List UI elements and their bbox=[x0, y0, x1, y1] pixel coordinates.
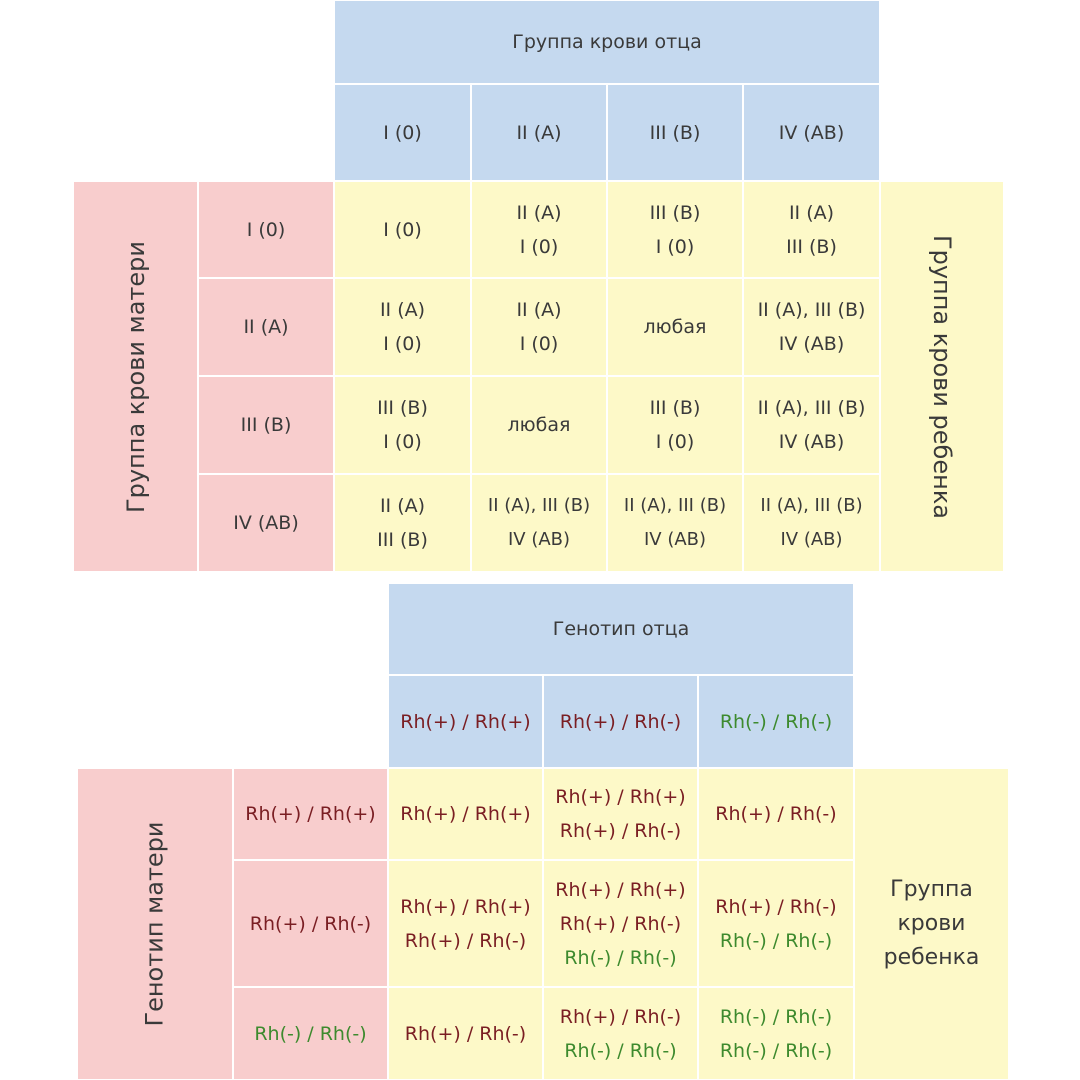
result-line: любая bbox=[507, 414, 571, 436]
result-line: III (B) bbox=[786, 235, 837, 258]
blood-result-cell bbox=[607, 474, 743, 572]
mother-genotype-row-2 bbox=[233, 860, 388, 987]
row-label: Rh(+) / Rh(+) bbox=[245, 803, 376, 825]
blood-result-cell bbox=[607, 181, 743, 278]
blood-result-cell bbox=[743, 181, 880, 278]
result-line: Rh(+) / Rh(+) bbox=[555, 786, 686, 808]
result-line: Rh(+) / Rh(-) bbox=[559, 820, 682, 842]
result-line: Rh(-) / Rh(-) bbox=[719, 1005, 833, 1028]
col-label: I (0) bbox=[383, 121, 422, 144]
result-line: IV (AB) bbox=[507, 529, 571, 550]
result-line: II (A) bbox=[788, 201, 835, 224]
row-label: III (B) bbox=[240, 414, 292, 436]
result-line: Rh(+) / Rh(-) bbox=[404, 1022, 527, 1045]
result-line: III (B) bbox=[649, 201, 701, 224]
col-label: IV (AB) bbox=[778, 121, 845, 144]
result-line: IV (AB) bbox=[643, 529, 707, 550]
col-label: II (A) bbox=[516, 121, 562, 144]
row-label: II (A) bbox=[243, 316, 289, 338]
result-line: Rh(+) / Rh(-) bbox=[559, 912, 682, 935]
result-line: I (0) bbox=[655, 235, 695, 258]
col-label: III (B) bbox=[649, 121, 701, 144]
rh-result-cell bbox=[543, 987, 698, 1080]
result-line: I (0) bbox=[519, 333, 559, 355]
child-rh-header bbox=[854, 768, 1009, 1080]
rh-result-cell bbox=[388, 987, 543, 1080]
rh-result-cell bbox=[388, 768, 543, 860]
result-line: II (A) bbox=[379, 495, 426, 517]
rh-result-cell bbox=[698, 768, 854, 860]
result-line: II (A) bbox=[516, 201, 562, 224]
col-label: Rh(+) / Rh(-) bbox=[559, 710, 682, 733]
blood-result-cell bbox=[334, 376, 471, 474]
mother-group-row-4 bbox=[198, 474, 334, 572]
father-group-col-3 bbox=[607, 84, 743, 181]
blood-result-cell bbox=[743, 278, 880, 376]
result-line: любая bbox=[643, 316, 707, 338]
child-rh-title-line: Группа bbox=[890, 877, 973, 902]
result-line: II (A), III (B) bbox=[757, 397, 866, 419]
blood-result-cell bbox=[743, 376, 880, 474]
mother-blood-group-header bbox=[73, 181, 198, 572]
blood-result-cell bbox=[334, 181, 471, 278]
result-line: Rh(+) / Rh(-) bbox=[404, 929, 527, 952]
rh-result-cell bbox=[698, 860, 854, 987]
mother-group-row-2 bbox=[198, 278, 334, 376]
father-group-col-1 bbox=[334, 84, 471, 181]
col-label: Rh(+) / Rh(+) bbox=[400, 710, 531, 733]
result-line: Rh(+) / Rh(+) bbox=[400, 803, 531, 825]
rh-result-cell bbox=[543, 768, 698, 860]
result-line: Rh(+) / Rh(-) bbox=[715, 803, 837, 825]
result-line: II (A) bbox=[516, 299, 562, 321]
result-line: I (0) bbox=[519, 235, 559, 258]
result-line: Rh(-) / Rh(-) bbox=[719, 929, 833, 952]
result-line: III (B) bbox=[649, 397, 701, 419]
result-line: II (A), III (B) bbox=[757, 299, 866, 321]
blood-result-cell bbox=[471, 474, 607, 572]
result-line: Rh(+) / Rh(-) bbox=[715, 895, 837, 918]
result-line: Rh(+) / Rh(+) bbox=[400, 895, 531, 918]
blood-result-cell bbox=[743, 474, 880, 572]
child-rh-title-line: крови bbox=[897, 911, 966, 936]
result-line: III (B) bbox=[377, 529, 428, 551]
result-line: II (A), III (B) bbox=[623, 495, 727, 516]
blood-result-cell bbox=[607, 278, 743, 376]
blood-result-cell bbox=[334, 474, 471, 572]
mother-genotype-header bbox=[77, 768, 233, 1080]
result-line: Rh(-) / Rh(-) bbox=[564, 946, 677, 969]
result-line: Rh(+) / Rh(+) bbox=[555, 878, 686, 901]
result-line: I (0) bbox=[655, 431, 695, 453]
rh-result-cell bbox=[543, 860, 698, 987]
blood-result-cell bbox=[471, 181, 607, 278]
blood-result-cell bbox=[471, 278, 607, 376]
mother-genotype-title: Генотип матери bbox=[141, 821, 170, 1027]
father-blood-group-header bbox=[334, 0, 880, 84]
result-line: I (0) bbox=[383, 218, 422, 241]
blood-result-cell bbox=[334, 278, 471, 376]
result-line: III (B) bbox=[377, 397, 428, 419]
mother-group-row-1 bbox=[198, 181, 334, 278]
result-line: II (A) bbox=[379, 299, 426, 321]
row-label: IV (AB) bbox=[233, 512, 299, 534]
result-line: I (0) bbox=[383, 431, 422, 453]
result-line: I (0) bbox=[383, 333, 422, 355]
father-genotype-col-1 bbox=[388, 675, 543, 768]
father-group-col-2 bbox=[471, 84, 607, 181]
result-line: IV (AB) bbox=[780, 529, 843, 550]
father-genotype-col-2 bbox=[543, 675, 698, 768]
mother-genotype-row-3 bbox=[233, 987, 388, 1080]
father-genotype-header bbox=[388, 583, 854, 675]
result-line: IV (AB) bbox=[778, 431, 845, 453]
child-blood-group-title: Группа крови ребенка bbox=[928, 234, 957, 519]
blood-result-cell bbox=[607, 376, 743, 474]
result-line: Rh(+) / Rh(-) bbox=[559, 1005, 682, 1028]
row-label: Rh(-) / Rh(-) bbox=[254, 1022, 367, 1045]
col-label: Rh(-) / Rh(-) bbox=[719, 710, 833, 733]
father-blood-group-title: Группа крови отца bbox=[512, 31, 702, 53]
blood-result-cell bbox=[471, 376, 607, 474]
rh-result-cell bbox=[388, 860, 543, 987]
child-blood-group-header bbox=[880, 181, 1004, 572]
row-label: Rh(+) / Rh(-) bbox=[249, 912, 372, 935]
mother-blood-group-title: Группа крови матери bbox=[121, 240, 150, 513]
father-genotype-col-3 bbox=[698, 675, 854, 768]
rh-result-cell bbox=[698, 987, 854, 1080]
mother-genotype-row-1 bbox=[233, 768, 388, 860]
father-genotype-title: Генотип отца bbox=[552, 618, 690, 640]
result-line: II (A), III (B) bbox=[760, 495, 863, 516]
result-line: II (A), III (B) bbox=[487, 495, 591, 516]
result-line: Rh(-) / Rh(-) bbox=[564, 1039, 677, 1062]
father-group-col-4 bbox=[743, 84, 880, 181]
result-line: IV (AB) bbox=[778, 333, 845, 355]
result-line: Rh(-) / Rh(-) bbox=[719, 1039, 833, 1062]
mother-group-row-3 bbox=[198, 376, 334, 474]
row-label: I (0) bbox=[246, 218, 286, 241]
child-rh-title-line: ребенка bbox=[883, 945, 980, 970]
